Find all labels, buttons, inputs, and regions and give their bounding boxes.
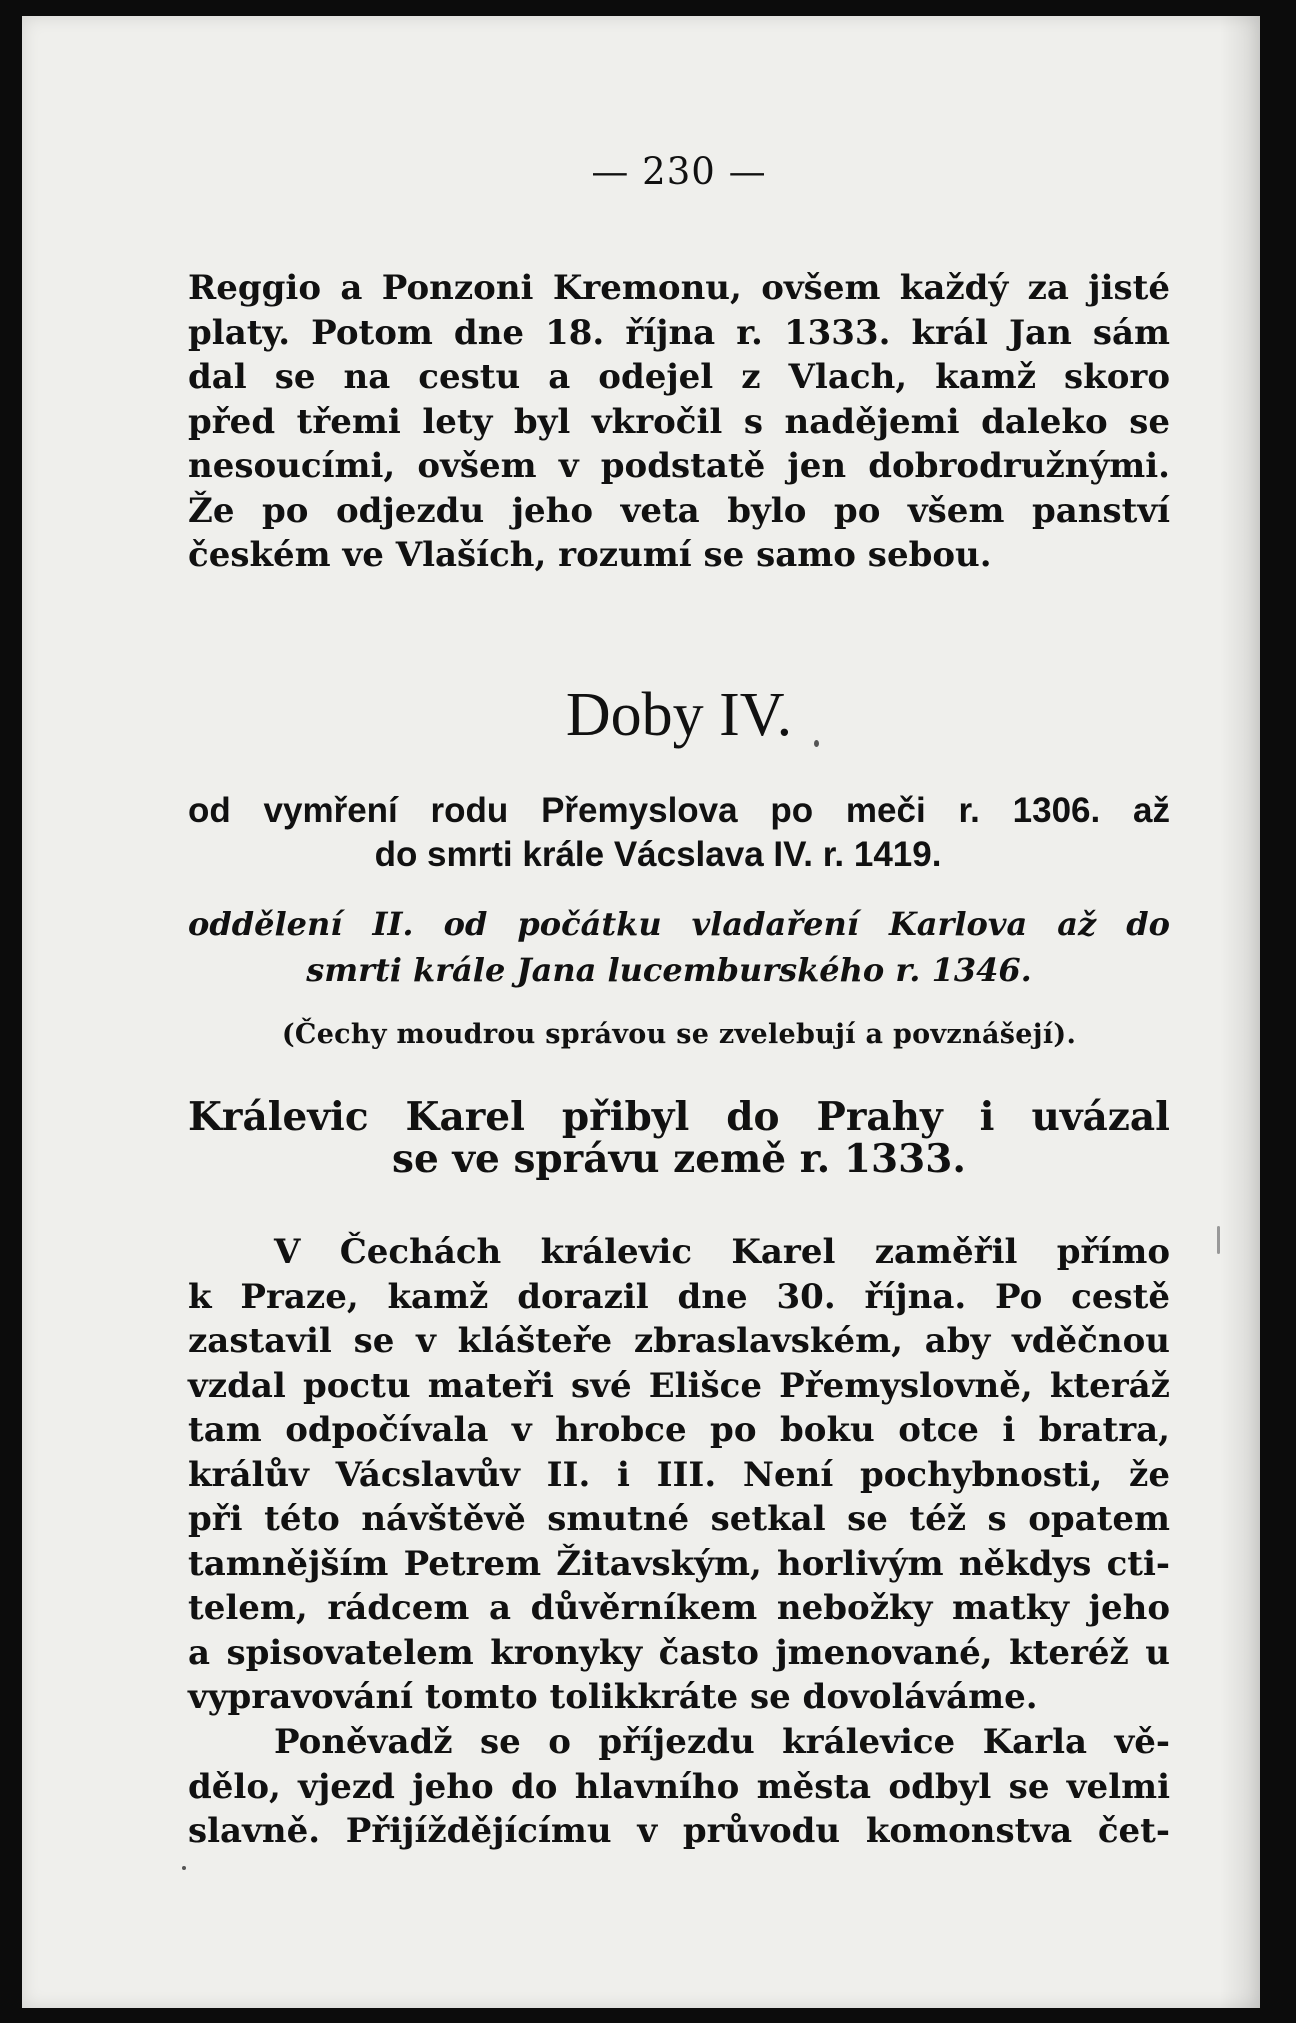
page-spine-shadow	[1220, 16, 1260, 2008]
division-heading	[188, 901, 1170, 993]
section-heading-line: Králevic Karel přibyl do Prahy i uvázal	[188, 1094, 1170, 1140]
book-page	[22, 16, 1260, 2008]
text-line: českém ve Vlaších, rozumí se samo sebou.	[188, 535, 992, 575]
page-number: — 230 —	[591, 150, 767, 193]
text-line: platy. Potom dne 18. října r. 1333. král Jan sám	[188, 312, 1170, 353]
paragraph-continued	[188, 266, 1170, 578]
text-line: králův Vácslavův II. i III. Není pochybnosti, že	[188, 1454, 1170, 1495]
ink-speck	[1217, 1226, 1220, 1254]
text-line: před třemi lety byl vkročil s nadějemi daleko se	[188, 401, 1170, 442]
text-line: vzdal poctu mateři své Elišce Přemyslovně, kteráž	[188, 1365, 1170, 1406]
text-line: zastavil se v klášteře zbraslavském, aby vděčnou	[188, 1321, 1170, 1361]
chapter-title: Doby IV.	[565, 681, 793, 749]
text-line: telem, rádcem a důvěrníkem nebožky matky jeho	[188, 1588, 1170, 1628]
section-heading	[188, 1096, 1170, 1180]
section-heading-line: se ve správu země r. 1333.	[392, 1136, 966, 1182]
body-paragraph	[188, 1230, 1170, 1720]
text-line: a spisovatelem kronyky často jmenované, kteréž u	[188, 1632, 1170, 1673]
text-line: při této návštěvě smutné setkal se též s opatem	[188, 1499, 1170, 1539]
text-line: tamnějším Petrem Žitavským, horlivým někdys cti-	[188, 1543, 1170, 1584]
ink-speck	[182, 1866, 186, 1870]
text-line: k Praze, kamž dorazil dne 30. října. Po cestě	[188, 1276, 1170, 1317]
body-paragraph	[188, 1720, 1170, 1854]
period-line: od vymření rodu Přemyslova po meči r. 1306. až	[188, 791, 1170, 830]
division-line: oddělení II. od počátku vladaření Karlova až do	[188, 905, 1170, 943]
text-line: nesoucími, ovšem v podstatě jen dobrodružnými.	[188, 446, 1170, 486]
text-line: dělo, vjezd jeho do hlavního města odbyl se velmi	[188, 1766, 1170, 1807]
text-line: V Čechách králevic Karel zaměřil přímo	[274, 1232, 1170, 1272]
text-line: vypravování tomto tolikkráte se dovoláváme.	[188, 1677, 1038, 1717]
text-line: tam odpočívala v hrobce po boku otce i bratra,	[188, 1410, 1170, 1450]
period-line: do smrti krále Vácslava IV. r. 1419.	[374, 835, 942, 874]
text-line: dal se na cestu a odejel z Vlach, kamž skoro	[188, 357, 1170, 397]
text-line: Poněvadž se o příjezdu králevice Karla vě-	[274, 1722, 1170, 1762]
division-line: smrti krále Jana lucemburského r. 1346.	[306, 951, 1032, 989]
text-line: Reggio a Ponzoni Kremonu, ovšem každý za jisté	[188, 268, 1170, 308]
period-heading	[188, 789, 1170, 877]
division-subtitle: (Čechy moudrou správou se zvelebují a povznášejí).	[281, 1019, 1077, 1050]
text-line: slavně. Přijíždějícímu v průvodu komonstva čet-	[188, 1811, 1170, 1851]
text-line: Že po odjezdu jeho veta bylo po všem panství	[188, 490, 1170, 531]
